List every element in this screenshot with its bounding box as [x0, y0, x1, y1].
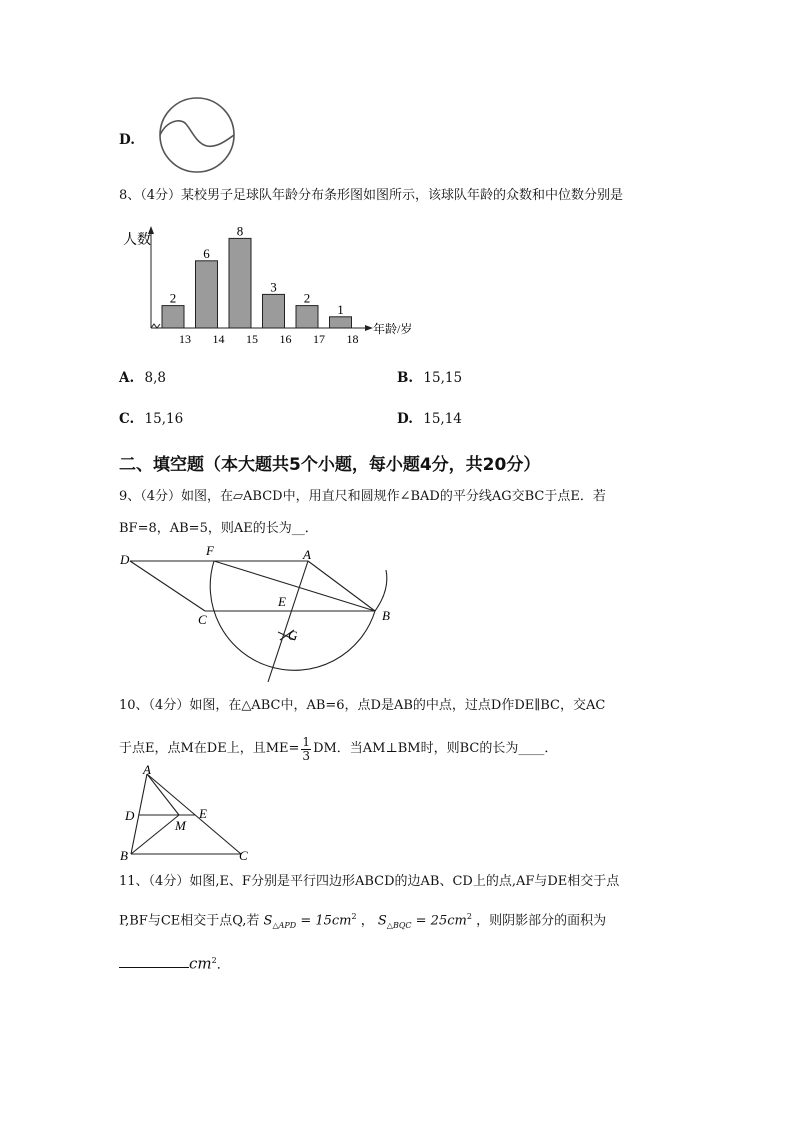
label-c: C: [198, 612, 207, 627]
x-tick-label-18: 18: [346, 332, 359, 346]
answer-blank[interactable]: [119, 955, 189, 968]
unit-sup: 2: [211, 956, 217, 965]
option-c-value: 15,16: [144, 411, 184, 427]
x-tick-label-15: 15: [246, 332, 258, 346]
label-e: E: [278, 594, 286, 609]
option-d[interactable]: [397, 410, 462, 428]
option-b[interactable]: [397, 369, 462, 387]
bar-value-label-16: 3: [270, 279, 277, 295]
bar-chart: [115, 222, 425, 350]
fraction-one-third: [301, 736, 311, 763]
bar-14: [196, 261, 218, 328]
s2-subscript: △BQC: [386, 920, 412, 930]
y-axis-label: 人数: [123, 233, 151, 248]
s2-sup: 2: [466, 912, 472, 921]
q10-line2-pre: 于点E，点M在DE上，且ME=: [119, 741, 300, 756]
option-c[interactable]: [119, 410, 183, 428]
bar-18: [330, 317, 352, 328]
x-axis-arrow: [365, 325, 373, 331]
s1-symbol: S: [263, 913, 273, 929]
q11-line2: [119, 908, 606, 935]
s2-value: = 25cm: [411, 913, 467, 929]
yin-yang-circle-figure: [155, 96, 239, 174]
s1-sup: 2: [351, 912, 357, 921]
q9-figure: [110, 540, 410, 685]
line-ac: [147, 774, 241, 854]
s1-subscript: △APD: [272, 920, 297, 930]
bar-value-label-15: 8: [236, 223, 244, 239]
q8-stem: 8、（4分）某校男子足球队年龄分布条形图如图所示，该球队年龄的众数和中位数分别是: [119, 188, 624, 203]
q10-line2-post: DM．当AM⊥BM时，则BC的长为____．: [313, 741, 558, 756]
arc-upper: [375, 570, 387, 611]
unit-cm: cm: [189, 954, 212, 973]
s2-symbol: S: [377, 913, 387, 929]
bar-value-label-14: 6: [203, 245, 210, 261]
section-heading: 二、填空题（本大题共5个小题，每小题4分，共20分）: [119, 455, 541, 475]
q10-line1: 10、（4分）如图，在△ABC中，AB=6，点D是AB的中点，过点D作DE∥BC，交AC: [119, 698, 606, 713]
q11-line2-post: ，则阴影部分的面积为: [476, 913, 607, 929]
q10-figure: [115, 762, 260, 864]
label-c: C: [239, 848, 248, 863]
axis-break: [151, 324, 160, 328]
label-e: E: [199, 806, 207, 821]
q11-line1: 11、（4分）如图,E、F分别是平行四边形ABCD的边AB、CD上的点,AF与DE相交于点: [119, 874, 620, 889]
x-tick-label-17: 17: [313, 332, 325, 346]
label-b: B: [120, 848, 128, 863]
frac-num: 1: [302, 734, 311, 749]
bar-value-label-13: 2: [169, 290, 177, 306]
s-curve: [160, 121, 234, 146]
bar-value-label-17: 2: [303, 290, 311, 306]
line-ab: [308, 561, 375, 611]
q11-sep: ，: [360, 913, 374, 929]
label-m: M: [175, 818, 186, 833]
bar-15: [229, 238, 251, 328]
label-f: F: [206, 543, 214, 558]
line-bm: [131, 815, 179, 854]
option-a-value: 8,8: [144, 370, 166, 386]
bar-value-label-18: 1: [337, 301, 344, 317]
label-d: D: [125, 808, 135, 823]
q11-end: ．: [216, 957, 230, 973]
bar-13: [162, 306, 184, 328]
x-axis-label: 年龄/岁: [373, 322, 413, 336]
option-d-label-q8: D.: [397, 411, 413, 427]
option-a[interactable]: [119, 369, 166, 387]
label-d: D: [120, 552, 130, 567]
option-d-label: D.: [119, 132, 135, 148]
bar-17: [296, 306, 318, 328]
line-am: [147, 774, 179, 815]
line-dc: [130, 561, 205, 611]
option-b-value: 15,15: [423, 370, 463, 386]
q9-line1: 9、（4分）如图，在▱ABCD中，用直尺和圆规作∠BAD的平分线AG交BC于点E．若: [119, 489, 606, 504]
x-tick-label-16: 16: [279, 332, 292, 346]
option-d-value: 15,14: [423, 411, 462, 427]
option-b-label: B.: [397, 370, 414, 386]
option-a-label: A.: [119, 370, 135, 386]
outer-circle: [160, 98, 234, 172]
label-a: A: [143, 762, 151, 777]
bar-16: [263, 294, 285, 328]
arc-large: [210, 561, 375, 670]
x-tick-label-14: 14: [212, 332, 225, 346]
q11-line2-pre: P,BF与CE相交于点Q,若: [119, 913, 260, 929]
x-tick-label-13: 13: [179, 332, 191, 346]
label-a: A: [303, 547, 311, 562]
option-c-label: C.: [119, 411, 135, 427]
label-g: G: [288, 628, 298, 643]
frac-den: 3: [302, 748, 311, 763]
q9-line2: BF=8，AB=5，则AE的长为__．: [119, 521, 318, 536]
q11-line3: [119, 952, 230, 974]
label-b: B: [382, 608, 390, 623]
s1-value: = 15cm: [296, 913, 352, 929]
